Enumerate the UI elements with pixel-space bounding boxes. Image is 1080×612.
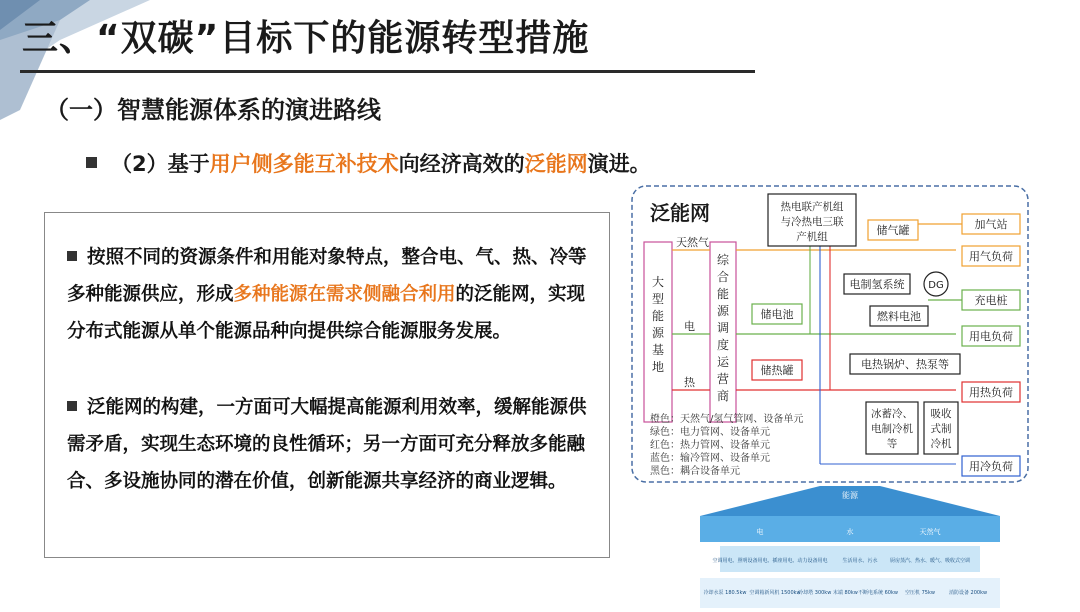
legend-item: 蓝色：输冷管网、设备单元 — [650, 453, 770, 464]
title-divider — [20, 70, 755, 73]
base-char: 地 — [651, 360, 665, 374]
bullet-square-icon — [86, 157, 97, 168]
chp-line: 与冷热电三联 — [780, 216, 844, 228]
energy-pyramid — [700, 486, 1000, 608]
cold-storage-line: 等 — [886, 438, 898, 450]
pyramid-device: 冷却水泵 180.5kw — [703, 590, 747, 596]
output-elec-load: 用电负荷 — [969, 330, 1013, 343]
base-char: 源 — [651, 326, 665, 340]
fuel-cell-label: 燃料电池 — [877, 310, 921, 323]
output-gas-load: 用气负荷 — [969, 250, 1013, 263]
diagram-title: 泛能网 — [650, 201, 710, 225]
base-char: 基 — [651, 343, 665, 357]
para1-tail: 的泛能网，实现分布式能源从单个能源品种向提供综合能源服务发展。 — [67, 284, 586, 342]
point-prefix: （2）基于 — [111, 152, 210, 176]
point-highlight-1: 用户侧多能互补技术 — [209, 152, 399, 176]
pyramid-source: 电 — [756, 528, 764, 536]
boiler-label: 电热锅炉、热泵等 — [861, 358, 949, 371]
paragraph-2 — [67, 389, 597, 500]
absorption-line: 吸收 — [930, 408, 952, 420]
point-middle: 向经济高效的 — [398, 152, 525, 176]
para2-text: 泛能网的构建，一方面可大幅提高能源利用效率，缓解能源供需矛盾，实现生态环境的良性循环；另一方面可充分释放多能融合、多设施协同的潜在价值，创新能源共享经济的商业逻辑。 — [67, 397, 587, 492]
base-char: 型 — [651, 292, 665, 306]
pyramid-device: 消防设备 200kw — [948, 590, 988, 596]
cold-storage-line: 冰蓄冷、 — [871, 408, 913, 420]
para1-highlight: 多种能源在需求侧融合利用 — [233, 284, 456, 305]
hydrogen-system-label: 电制氢系统 — [849, 278, 905, 291]
input-elec-label: 电 — [684, 320, 695, 333]
cold-storage-line: 电制冷机 — [871, 423, 913, 435]
section-subtitle: （一）智慧能源体系的演进路线 — [45, 96, 381, 124]
legend-item: 绿色：电力管网、设备单元 — [650, 427, 770, 438]
paragraph-1 — [67, 239, 597, 350]
dg-label: DG — [928, 280, 944, 291]
dispatch-char: 源 — [716, 304, 730, 318]
dispatch-char: 综 — [716, 253, 730, 267]
point-highlight-2: 泛能网 — [524, 152, 588, 176]
key-point — [86, 148, 651, 178]
absorption-line: 冷机 — [930, 438, 952, 450]
pyramid-device: 空调箱新风机 1500kw — [749, 590, 801, 596]
pyramid-device: 冷却塔 300kw 末端 80kw — [798, 590, 858, 596]
base-char: 大 — [651, 275, 665, 289]
battery-label: 储电池 — [760, 308, 794, 321]
bullet-square-icon — [67, 251, 77, 261]
dispatch-char: 调 — [716, 321, 730, 335]
energy-network-diagram — [630, 184, 1030, 484]
output-cold-load: 用冷负荷 — [969, 460, 1013, 473]
pyramid-source: 水 — [846, 528, 854, 536]
dispatch-char: 运 — [716, 355, 730, 369]
pyramid-top: 能源 — [842, 491, 858, 500]
para1-text: 按照不同的资源条件和用能对象特点，整合电、气、热、冷等多种能源供应，形成 — [67, 247, 587, 305]
absorption-line: 式制 — [930, 423, 952, 435]
chp-line: 热电联产机组 — [780, 201, 844, 213]
output-heat-load: 用热负荷 — [969, 386, 1013, 399]
point-suffix: 演进。 — [587, 152, 651, 176]
base-char: 能 — [651, 309, 665, 323]
pyramid-source: 天然气 — [919, 528, 941, 536]
output-gas-station: 加气站 — [974, 218, 1008, 231]
pyramid-use: 生活用水、污水 — [842, 558, 878, 564]
heat-tank-label: 储热罐 — [760, 364, 794, 377]
pyramid-device: 不断电系统 60kw — [858, 590, 898, 596]
legend-item: 红色：热力管网、设备单元 — [650, 440, 770, 451]
input-heat-label: 热 — [684, 376, 695, 389]
pyramid-use: 厨房蒸汽、热水、暖气、吸收式空调 — [889, 558, 971, 564]
text-box — [44, 212, 610, 558]
bullet-square-icon — [67, 401, 77, 411]
dispatch-char: 商 — [716, 389, 730, 403]
chp-line: 产机组 — [796, 231, 828, 243]
output-charging: 充电桩 — [974, 294, 1008, 307]
dispatch-char: 营 — [716, 372, 730, 386]
dispatch-char: 度 — [716, 338, 730, 352]
pyramid-use: 空调用电、照明设备用电、插座用电、动力设备用电 — [712, 558, 828, 564]
input-gas-label: 天然气 — [676, 236, 709, 249]
slide-title: 三、“双碳”目标下的能源转型措施 — [22, 18, 590, 59]
dispatch-char: 合 — [716, 270, 730, 284]
legend-item: 橙色：天然气/氢气管网、设备单元 — [650, 414, 804, 425]
gas-tank-label: 储气罐 — [876, 224, 910, 237]
dispatch-char: 能 — [716, 287, 730, 301]
legend-item: 黑色：耦合设备单元 — [650, 466, 740, 477]
pyramid-device: 空压机 75kw — [905, 590, 935, 596]
